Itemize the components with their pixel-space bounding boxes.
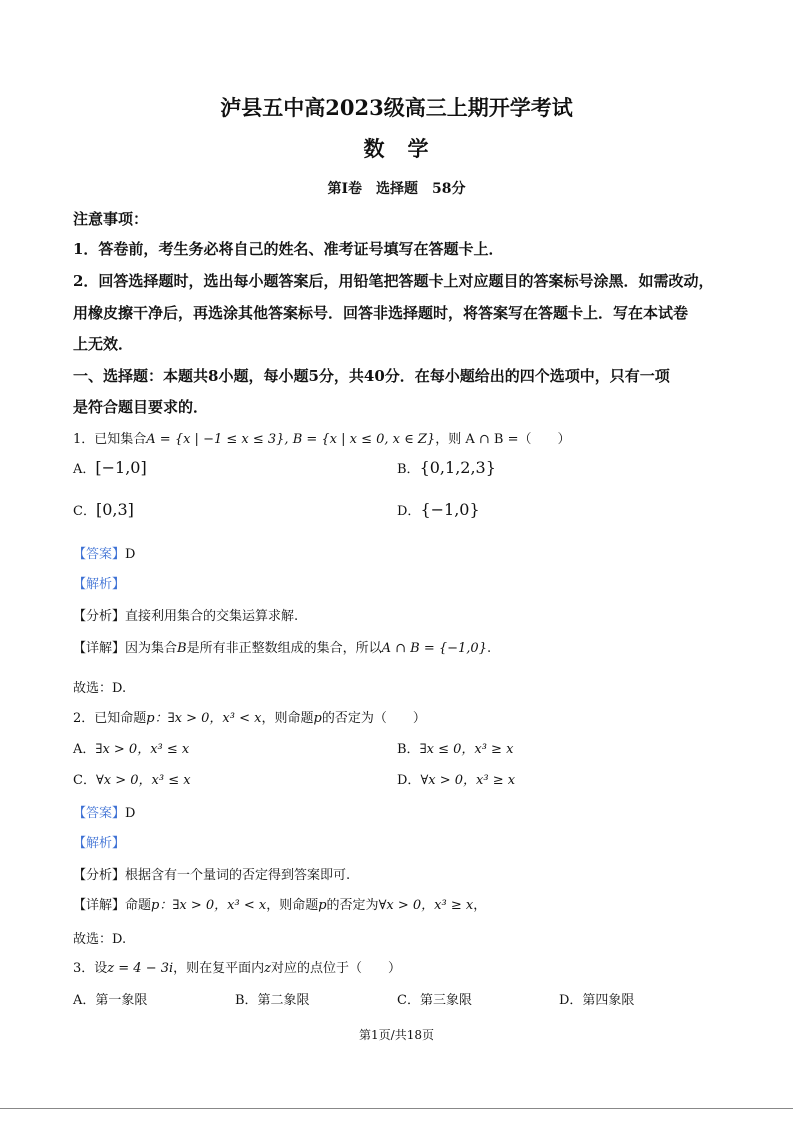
q1-option-b xyxy=(397,458,496,477)
q2-option-a-label: A． xyxy=(73,742,96,757)
q2-fenxi-tag: 【分析】 xyxy=(73,868,126,883)
q1-answer-tag: 【答案】 xyxy=(73,547,126,562)
q3-option-a: A．第一象限 xyxy=(73,993,148,1008)
q1-detail-pre: 因为集合 xyxy=(125,641,178,656)
q2-option-d-label: D． xyxy=(397,773,421,788)
q1-option-d xyxy=(397,500,480,519)
q1-prefix: 1．已知集合 xyxy=(73,432,147,447)
notes-item-1: 1．答卷前，考生务必将自己的姓名、准考证号填写在答题卡上． xyxy=(73,240,504,258)
q1-option-b-value: {0,1,2,3} xyxy=(419,458,496,477)
q2-conclusion: 故选：D. xyxy=(73,932,127,947)
exam-title: 泸县五中高2023级高三上期开学考试 xyxy=(220,95,573,120)
q3-complex-number: z = 4 − 3i xyxy=(107,961,174,976)
q2-option-b-value: ∃x ≤ 0，x³ ≥ x xyxy=(419,742,514,757)
q1-fenxi-text: 直接利用集合的交集运算求解. xyxy=(125,609,299,624)
q2-proposition-var: p xyxy=(146,711,155,726)
q2-option-a xyxy=(73,738,189,757)
q1-detail-end: . xyxy=(486,641,492,656)
question-2 xyxy=(73,707,426,726)
q2-fenxi-text: 根据含有一个量词的否定得到答案即可. xyxy=(125,868,351,883)
q1-detail-mid: 是所有非正整数组成的集合，所以 xyxy=(186,641,382,656)
q2-detail-tag: 【详解】 xyxy=(73,898,126,913)
part1-heading-line-2: 是符合题目要求的． xyxy=(73,398,209,416)
notes-heading: 注意事项： xyxy=(73,210,149,228)
q2-option-a-value: ∃x > 0，x³ ≤ x xyxy=(95,742,190,757)
q3-mid: ，则在复平面内 xyxy=(173,961,265,976)
q1-conclusion: 故选：D. xyxy=(73,681,127,696)
q2-detail-math-1: p：∃x > 0，x³ < x xyxy=(151,898,267,913)
q2-option-d-value: ∀x > 0，x³ ≥ x xyxy=(420,773,516,788)
q3-var: z xyxy=(264,961,272,976)
q2-suffix-2: 的否定为（ ） xyxy=(321,711,426,726)
q1-sets: A = {x | −1 ≤ x ≤ 3}, B = {x | x ≤ 0, x ∈ Z} xyxy=(146,432,436,447)
q1-fenxi-tag: 【分析】 xyxy=(73,609,126,624)
q2-proposition-var-2: p xyxy=(313,711,322,726)
q2-analysis xyxy=(73,832,125,851)
page-footer: 第1页/共18页 xyxy=(359,1028,434,1042)
notes-item-2-line-3: 上无效． xyxy=(73,335,134,353)
q2-answer xyxy=(73,802,135,821)
q2-prefix: 2．已知命题 xyxy=(73,711,147,726)
q2-detail-mid-2: 的否定为 xyxy=(326,898,379,913)
q1-detail-tag: 【详解】 xyxy=(73,641,126,656)
q1-option-d-value: {−1,0} xyxy=(420,500,480,519)
notes-item-2-line-1: 2．回答选择题时，选出每小题答案后，用铅笔把答题卡上对应题目的答案标号涂黑．如需改动， xyxy=(73,272,714,290)
q2-option-b-label: B． xyxy=(397,742,420,757)
q2-detail-var: p xyxy=(318,898,327,913)
q2-option-b xyxy=(397,738,513,757)
question-3 xyxy=(73,957,401,976)
q1-option-d-label: D． xyxy=(397,504,421,519)
q1-option-a-value: [−1,0] xyxy=(95,458,147,477)
q2-detail-end: ， xyxy=(473,898,487,913)
bottom-divider xyxy=(0,1108,793,1109)
q1-detail-var: B xyxy=(177,641,187,656)
part1-heading-line-1: 一、选择题：本题共8小题，每小题5分，共40分．在每小题给出的四个选项中，只有一项 xyxy=(73,367,670,385)
q1-detail xyxy=(73,637,491,656)
q3-prefix: 3．设 xyxy=(73,961,108,976)
q1-analysis-tag: 【解析】 xyxy=(73,577,126,592)
q2-detail-math-2: ∀x > 0，x³ ≥ x xyxy=(378,898,474,913)
q2-option-c xyxy=(73,769,191,788)
q1-answer xyxy=(73,543,135,562)
q2-option-c-value: ∀x > 0，x³ ≤ x xyxy=(95,773,191,788)
q1-option-a xyxy=(73,458,147,477)
q2-condition: ：∃x > 0，x³ < x xyxy=(154,711,262,726)
q2-option-d xyxy=(397,769,515,788)
q1-suffix: ，则 A ∩ B =（ ） xyxy=(435,432,571,447)
question-1 xyxy=(73,428,570,447)
q2-answer-value: D xyxy=(125,806,136,821)
q1-option-b-label: B． xyxy=(397,462,420,477)
q2-detail xyxy=(73,894,486,913)
q3-suffix: 对应的点位于（ ） xyxy=(271,961,402,976)
q2-option-c-label: C． xyxy=(73,773,96,788)
q2-fenxi xyxy=(73,864,350,883)
q3-option-b: B．第二象限 xyxy=(235,993,310,1008)
q1-option-a-label: A． xyxy=(73,462,96,477)
q1-option-c-value: [0,3] xyxy=(95,500,134,519)
q1-option-c xyxy=(73,500,134,519)
q2-answer-tag: 【答案】 xyxy=(73,806,126,821)
q1-analysis xyxy=(73,573,125,592)
q3-option-d: D．第四象限 xyxy=(559,993,635,1008)
q1-answer-value: D xyxy=(125,547,136,562)
q2-detail-pre: 命题 xyxy=(125,898,152,913)
q2-analysis-tag: 【解析】 xyxy=(73,836,126,851)
q3-option-c: C．第三象限 xyxy=(397,993,472,1008)
q1-option-c-label: C． xyxy=(73,504,96,519)
subject-title: 数 学 xyxy=(363,136,430,161)
q1-fenxi xyxy=(73,605,298,624)
section-heading: 第I卷 选择题 58分 xyxy=(327,181,466,197)
notes-item-2-line-2: 用橡皮擦干净后，再选涂其他答案标号．回答非选择题时，将答案写在答题卡上．写在本试卷 xyxy=(73,304,689,322)
q2-suffix: ，则命题 xyxy=(261,711,314,726)
q1-detail-math: A ∩ B = {−1,0} xyxy=(381,641,487,656)
q2-detail-mid: ，则命题 xyxy=(266,898,319,913)
